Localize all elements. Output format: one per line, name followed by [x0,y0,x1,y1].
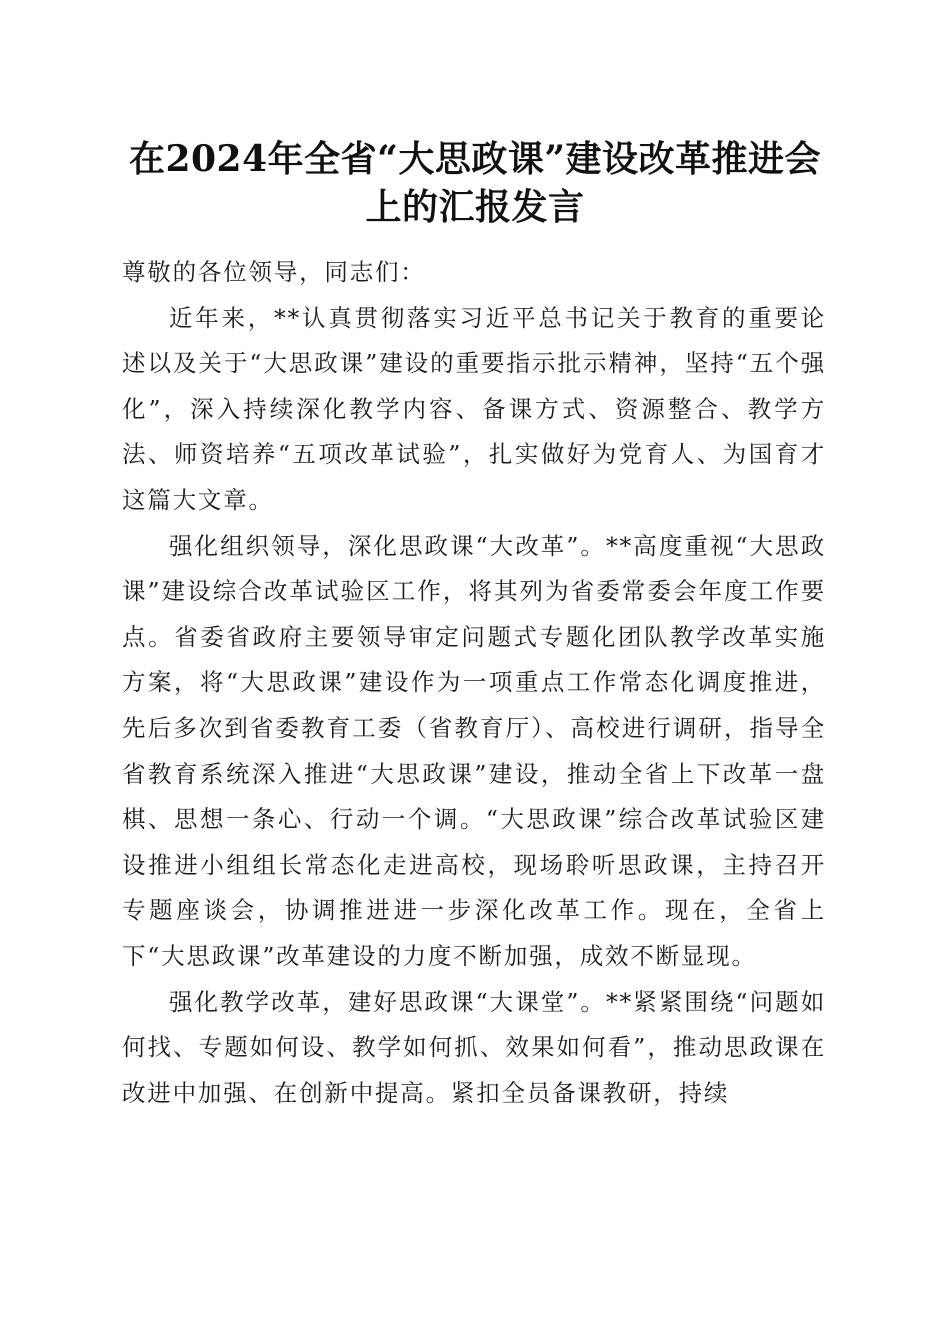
title-line-1: 在2024年全省“大思政课”建设改革推进会 [128,138,822,180]
paragraph-organization-leadership: 强化组织领导，深化思政课“大改革”。**高度重视“大思政课”建设综合改革试验区工作，将其列为省委常委会年度工作要点。省委省政府主要领导审定问题式专题化团队教学改革实施方案，将“大思政课”建设作为一项重点工作常态化调度推进，先后多次到省委教育工委（省教育厅）、高校进行调研，指导全省教育系统深入推进“大思政课”建设，推动全省上下改革一盘棋、思想一条心、行动一个调。“大思政课”综合改革试验区建设推进小组组长常态化走进高校，现场聆听思政课，主持召开专题座谈会，协调推进进一步深化改革工作。现在，全省上下“大思政课”改革建设的力度不断加强，成效不断显现。 [122,531,826,970]
title-line-2: 上的汇报发言 [365,186,585,228]
document-title [100,135,850,231]
paragraph-teaching-reform: 强化教学改革，建好思政课“大课堂”。**紧紧围绕“问题如何找、专题如何设、教学如何抓、效果如何看”，推动思政课在改进中加强、在创新中提高。紧扣全员备课教研，持续 [122,987,826,1107]
paragraph-intro: 近年来，**认真贯彻落实习近平总书记关于教育的重要论述以及关于“大思政课”建设的重要指示批示精神，坚持“五个强化”，深入持续深化教学内容、备课方式、资源整合、教学方法、师资培养“五项改革试验”，扎实做好为党育人、为国育才这篇大文章。 [122,303,826,514]
document-body [122,250,826,1116]
salutation: 尊敬的各位领导，同志们： [122,258,426,286]
